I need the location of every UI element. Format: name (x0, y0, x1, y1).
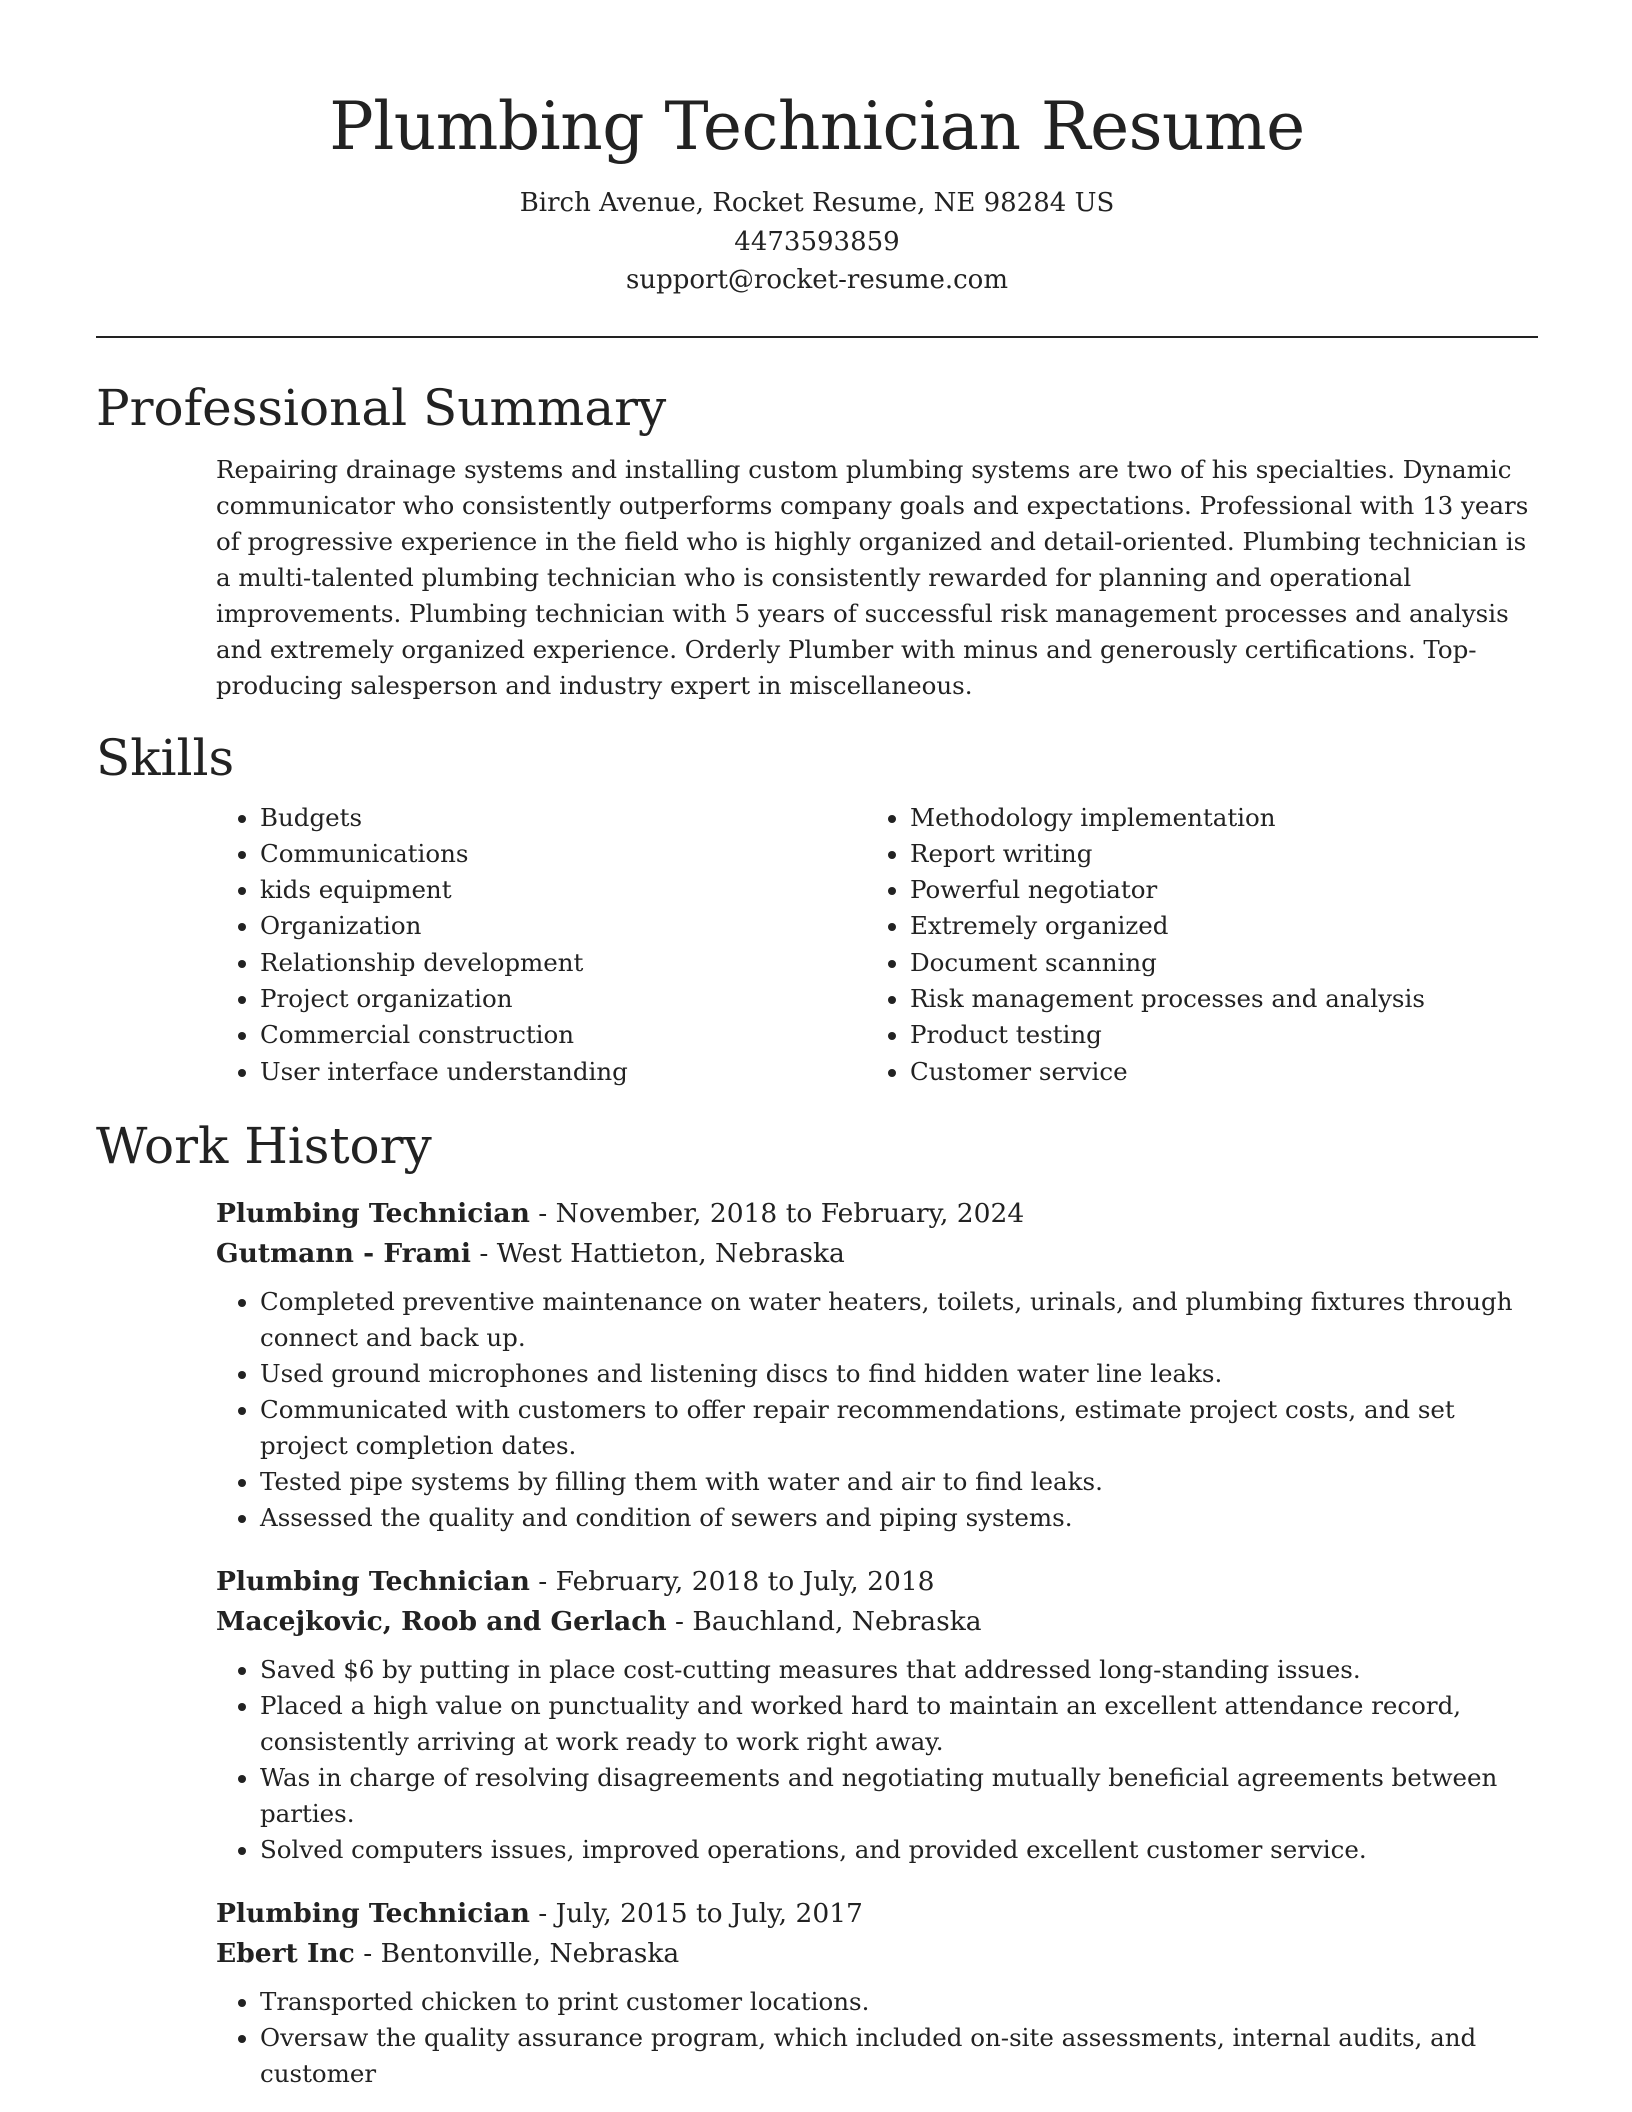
skill-item: • Budgets (260, 800, 866, 836)
skills-column-right (866, 800, 1425, 1090)
job-bullet: • Assessed the quality and condition of sewers and piping systems. (260, 1500, 1546, 1536)
job-title: Plumbing Technician (216, 1897, 530, 1929)
job-dates: July, 2015 to July, 2017 (555, 1897, 863, 1929)
skill-item: • Organization (260, 908, 866, 944)
job-title-line: Plumbing Technician - February, 2018 to July, 2018 (216, 1565, 935, 1597)
job-dates: February, 2018 to July, 2018 (555, 1565, 935, 1597)
job-company: Gutmann - Frami (216, 1237, 471, 1269)
job-entry (216, 1562, 1546, 1868)
skill-item: • Product testing (910, 1017, 1425, 1053)
job-bullet: • Completed preventive maintenance on water heaters, toilets, urinals, and plumbing fixtures through connect and back up. (260, 1284, 1546, 1356)
job-company-line: Macejkovic, Roob and Gerlach - Bauchland, Nebraska (216, 1605, 982, 1637)
job-title-line: Plumbing Technician - July, 2015 to July, 2017 (216, 1897, 863, 1929)
job-title-line: Plumbing Technician - November, 2018 to February, 2024 (216, 1197, 1025, 1229)
job-company: Ebert Inc (216, 1937, 355, 1969)
job-bullet: • Communicated with customers to offer repair recommendations, estimate project costs, and set project completion dates. (260, 1392, 1546, 1464)
skill-item: • Communications (260, 836, 866, 872)
job-bullet: • Transported chicken to print customer locations. (260, 1984, 1546, 2020)
job-title: Plumbing Technician (216, 1197, 530, 1229)
job-bullet: • Oversaw the quality assurance program, which included on-site assessments, internal audits, and customer (260, 2020, 1546, 2092)
job-bullets (216, 1284, 1546, 1536)
job-bullet: • Placed a high value on punctuality and worked hard to maintain an excellent attendance record, consistently arriving at work ready to work right away. (260, 1688, 1546, 1760)
phone: 4473593859 (734, 226, 900, 257)
skill-item: • Risk management processes and analysis (910, 981, 1425, 1017)
job-location: Bentonville, Nebraska (380, 1937, 680, 1969)
skill-item: • kids equipment (260, 872, 866, 908)
job-title: Plumbing Technician (216, 1565, 530, 1597)
skill-item: • Methodology implementation (910, 800, 1425, 836)
skill-item: • Relationship development (260, 945, 866, 981)
skills-heading: Skills (96, 728, 235, 787)
email: support@rocket-resume.com (625, 265, 1008, 295)
resume-page (96, 0, 1538, 2092)
skill-item: • User interface understanding (260, 1054, 866, 1090)
job-bullet: • Was in charge of resolving disagreements and negotiating mutually beneficial agreements between parties. (260, 1760, 1546, 1832)
skill-item: • Project organization (260, 981, 866, 1017)
job-entry (216, 1894, 1546, 2092)
summary-heading: Professional Summary (96, 378, 667, 437)
header-divider (96, 336, 1538, 338)
skill-item: • Commercial construction (260, 1017, 866, 1053)
address: Birch Avenue, Rocket Resume, NE 98284 US (519, 188, 1115, 218)
summary-text: Repairing drainage systems and installing custom plumbing systems are two of his specialties. Dynamic communicator who consistently outperforms company goals and expectations. Professional with 13 years of progressive experience in the field who is highly organized and detail-oriented. Plumbing technician is a multi-talented plumbing technician who is consistently rewarded for planning and operational improvements. Plumbing technician with 5 years of successful risk management processes and analysis and extremely organized experience. Orderly Plumber with minus and generously certifications. Top-producing salesperson and industry expert in miscellaneous. (216, 454, 1529, 700)
job-location: Bauchland, Nebraska (692, 1605, 982, 1637)
job-bullets (216, 1652, 1546, 1868)
skills-column-left (216, 800, 866, 1090)
job-bullet: • Solved computers issues, improved operations, and provided excellent customer service. (260, 1832, 1546, 1868)
job-company: Macejkovic, Roob and Gerlach (216, 1605, 667, 1637)
job-bullet: • Tested pipe systems by filling them with water and air to find leaks. (260, 1464, 1546, 1500)
resume-title: Plumbing Technician Resume (329, 88, 1305, 165)
skill-item: • Report writing (910, 836, 1425, 872)
job-dates: November, 2018 to February, 2024 (555, 1197, 1025, 1229)
job-bullets (216, 1984, 1546, 2092)
job-location: West Hattieton, Nebraska (496, 1237, 845, 1269)
job-bullet: • Saved $6 by putting in place cost-cutting measures that addressed long-standing issues. (260, 1652, 1546, 1688)
skills-list (216, 800, 1538, 1090)
job-bullet: • Used ground microphones and listening discs to find hidden water line leaks. (260, 1356, 1546, 1392)
skill-item: • Extremely organized (910, 908, 1425, 944)
contact-block (96, 184, 1538, 300)
skill-item: • Customer service (910, 1054, 1425, 1090)
job-entry (216, 1194, 1546, 1536)
work-history-heading: Work History (96, 1116, 432, 1175)
job-company-line: Gutmann - Frami - West Hattieton, Nebraska (216, 1237, 845, 1269)
job-company-line: Ebert Inc - Bentonville, Nebraska (216, 1937, 680, 1969)
skill-item: • Powerful negotiator (910, 872, 1425, 908)
skill-item: • Document scanning (910, 945, 1425, 981)
